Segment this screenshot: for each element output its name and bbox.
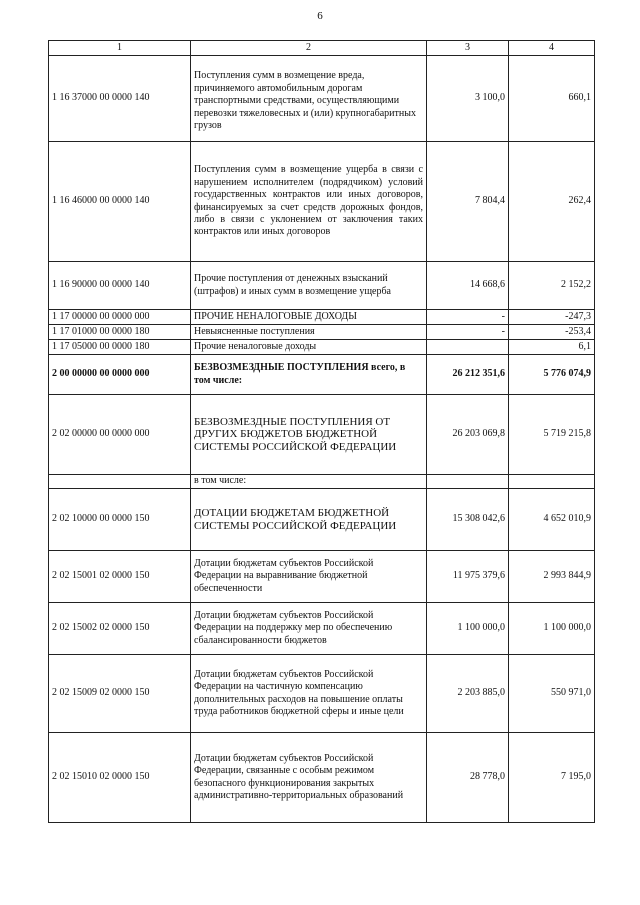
table-row bbox=[49, 551, 595, 603]
description-cell: в том числе: bbox=[191, 475, 427, 489]
value-col3: 14 668,6 bbox=[427, 262, 509, 310]
value-col4: 262,4 bbox=[509, 142, 595, 262]
value-col3: 11 975 379,6 bbox=[427, 551, 509, 603]
table-row bbox=[49, 603, 595, 655]
code-cell: 1 16 37000 00 0000 140 bbox=[49, 56, 191, 142]
code-cell: 1 16 46000 00 0000 140 bbox=[49, 142, 191, 262]
value-col3: - bbox=[427, 310, 509, 325]
value-col3: - bbox=[427, 325, 509, 340]
description-cell: ДОТАЦИИ БЮДЖЕТАМ БЮДЖЕТНОЙ СИСТЕМЫ РОССИЙСКОЙ ФЕДЕРАЦИИ bbox=[191, 489, 427, 551]
code-cell: 1 17 05000 00 0000 180 bbox=[49, 340, 191, 355]
table-row bbox=[49, 325, 595, 340]
budget-table bbox=[48, 40, 595, 823]
value-col4: 2 993 844,9 bbox=[509, 551, 595, 603]
code-cell bbox=[49, 475, 191, 489]
value-col3: 1 100 000,0 bbox=[427, 603, 509, 655]
page-number: 6 bbox=[317, 10, 323, 22]
value-col3 bbox=[427, 475, 509, 489]
value-col4: 5 776 074,9 bbox=[509, 355, 595, 395]
value-col3 bbox=[427, 340, 509, 355]
header-cell: 2 bbox=[191, 41, 427, 56]
value-col3: 26 203 069,8 bbox=[427, 395, 509, 475]
description-cell: Прочие неналоговые доходы bbox=[191, 340, 427, 355]
code-cell: 1 17 01000 00 0000 180 bbox=[49, 325, 191, 340]
table-row bbox=[49, 733, 595, 823]
table-row bbox=[49, 475, 595, 489]
value-col3: 2 203 885,0 bbox=[427, 655, 509, 733]
header-cell: 4 bbox=[509, 41, 595, 56]
value-col3: 28 778,0 bbox=[427, 733, 509, 823]
value-col4: -253,4 bbox=[509, 325, 595, 340]
value-col3: 7 804,4 bbox=[427, 142, 509, 262]
description-cell: Поступления сумм в возмещение вреда, причиняемого автомобильным дорогам транспортными средствами, осуществляющими перевозки тяжеловесных и (или) крупногабаритных грузов bbox=[191, 56, 427, 142]
code-cell: 2 02 00000 00 0000 000 bbox=[49, 395, 191, 475]
header-cell: 3 bbox=[427, 41, 509, 56]
table-row bbox=[49, 395, 595, 475]
table-row bbox=[49, 340, 595, 355]
table-row bbox=[49, 489, 595, 551]
description-cell: Поступления сумм в возмещение ущерба в связи с нарушением исполнителем (подрядчиком) условий государственных контрактов или иных договоров, финансируемых за счет средств дорожных фондов, либо в связи с уклонением от заключения таких контрактов или иных договоров bbox=[191, 142, 427, 262]
description-cell: Прочие поступления от денежных взысканий (штрафов) и иных сумм в возмещение ущерба bbox=[191, 262, 427, 310]
value-col4 bbox=[509, 475, 595, 489]
description-cell: Дотации бюджетам субъектов Российской Федерации на поддержку мер по обеспечению сбалансированности бюджетов bbox=[191, 603, 427, 655]
value-col4: -247,3 bbox=[509, 310, 595, 325]
value-col4: 2 152,2 bbox=[509, 262, 595, 310]
table-row bbox=[49, 310, 595, 325]
value-col3: 3 100,0 bbox=[427, 56, 509, 142]
table-row bbox=[49, 262, 595, 310]
code-cell: 1 16 90000 00 0000 140 bbox=[49, 262, 191, 310]
table-row-total bbox=[49, 355, 595, 395]
value-col4: 550 971,0 bbox=[509, 655, 595, 733]
description-cell: Дотации бюджетам субъектов Российской Федерации на частичную компенсацию дополнительных расходов на повышение оплаты труда работников бюджетной сферы и иные цели bbox=[191, 655, 427, 733]
code-cell: 2 02 15009 02 0000 150 bbox=[49, 655, 191, 733]
value-col4: 7 195,0 bbox=[509, 733, 595, 823]
description-cell: Дотации бюджетам субъектов Российской Федерации, связанные с особым режимом безопасного функционирования закрытых административно-территориальных образований bbox=[191, 733, 427, 823]
description-cell: Невыясненные поступления bbox=[191, 325, 427, 340]
code-cell: 2 02 15002 02 0000 150 bbox=[49, 603, 191, 655]
code-cell: 1 17 00000 00 0000 000 bbox=[49, 310, 191, 325]
description-cell: БЕЗВОЗМЕЗДНЫЕ ПОСТУПЛЕНИЯ всего, в том числе: bbox=[191, 355, 427, 395]
value-col3: 26 212 351,6 bbox=[427, 355, 509, 395]
value-col4: 5 719 215,8 bbox=[509, 395, 595, 475]
header-cell: 1 bbox=[49, 41, 191, 56]
code-cell: 2 00 00000 00 0000 000 bbox=[49, 355, 191, 395]
table-row bbox=[49, 655, 595, 733]
code-cell: 2 02 15001 02 0000 150 bbox=[49, 551, 191, 603]
description-cell: БЕЗВОЗМЕЗДНЫЕ ПОСТУПЛЕНИЯ ОТ ДРУГИХ БЮДЖЕТОВ БЮДЖЕТНОЙ СИСТЕМЫ РОССИЙСКОЙ ФЕДЕРАЦИИ bbox=[191, 395, 427, 475]
description-cell: ПРОЧИЕ НЕНАЛОГОВЫЕ ДОХОДЫ bbox=[191, 310, 427, 325]
description-cell: Дотации бюджетам субъектов Российской Федерации на выравнивание бюджетной обеспеченности bbox=[191, 551, 427, 603]
code-cell: 2 02 15010 02 0000 150 bbox=[49, 733, 191, 823]
value-col3: 15 308 042,6 bbox=[427, 489, 509, 551]
table-header-row bbox=[49, 41, 595, 56]
value-col4: 4 652 010,9 bbox=[509, 489, 595, 551]
value-col4: 660,1 bbox=[509, 56, 595, 142]
code-cell: 2 02 10000 00 0000 150 bbox=[49, 489, 191, 551]
table-row bbox=[49, 56, 595, 142]
table-row bbox=[49, 142, 595, 262]
value-col4: 6,1 bbox=[509, 340, 595, 355]
value-col4: 1 100 000,0 bbox=[509, 603, 595, 655]
